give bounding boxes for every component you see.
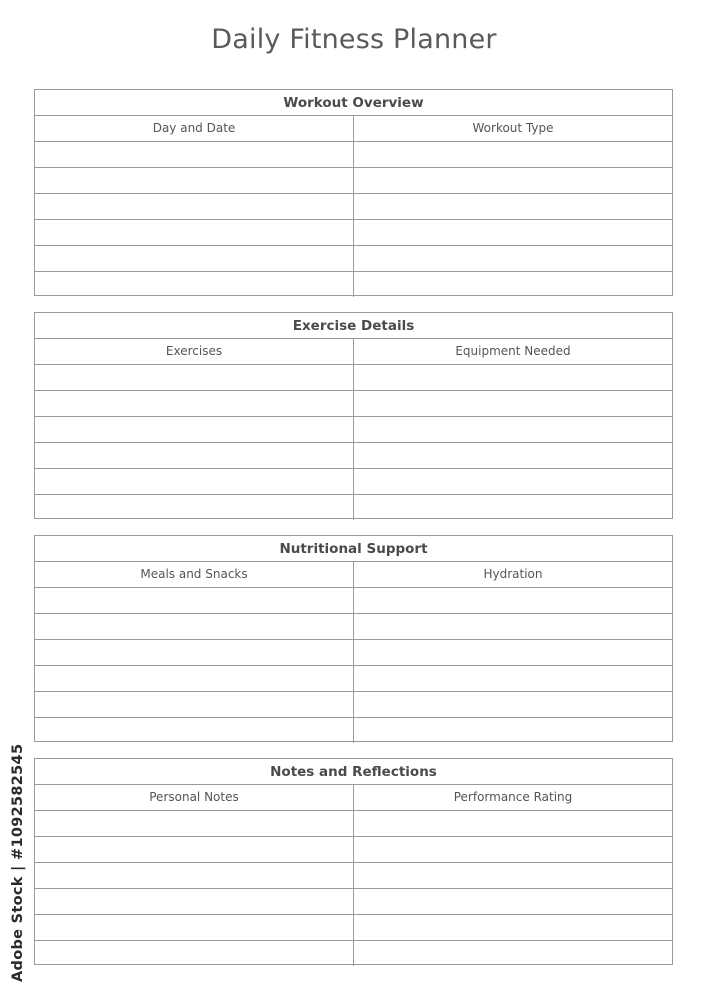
section-heading: Notes and Reflections — [35, 759, 672, 785]
blank-cell[interactable] — [35, 272, 353, 297]
blank-cell[interactable] — [353, 469, 672, 494]
blank-row — [35, 889, 672, 915]
blank-row — [35, 391, 672, 417]
column-header-row — [35, 562, 672, 588]
section-table — [35, 562, 672, 743]
blank-cell[interactable] — [353, 142, 672, 167]
column-header: Performance Rating — [353, 785, 672, 810]
blank-row — [35, 915, 672, 941]
blank-cell[interactable] — [35, 614, 353, 639]
blank-row — [35, 588, 672, 614]
blank-cell[interactable] — [35, 469, 353, 494]
section-table — [35, 339, 672, 520]
blank-cell[interactable] — [353, 863, 672, 888]
blank-cell[interactable] — [353, 692, 672, 717]
section-heading: Nutritional Support — [35, 536, 672, 562]
blank-cell[interactable] — [35, 718, 353, 743]
blank-cell[interactable] — [35, 588, 353, 613]
blank-cell[interactable] — [353, 666, 672, 691]
stock-watermark — [6, 743, 30, 982]
section-heading: Exercise Details — [35, 313, 672, 339]
section-notes-and-reflections — [34, 758, 673, 965]
blank-cell[interactable] — [35, 417, 353, 442]
blank-row — [35, 614, 672, 640]
blank-cell[interactable] — [35, 692, 353, 717]
column-header: Personal Notes — [149, 790, 239, 804]
column-header-row — [35, 116, 672, 142]
blank-cell[interactable] — [35, 941, 353, 966]
blank-row — [35, 811, 672, 837]
blank-cell[interactable] — [35, 666, 353, 691]
blank-row — [35, 495, 672, 520]
blank-cell[interactable] — [353, 837, 672, 862]
blank-cell[interactable] — [35, 443, 353, 468]
blank-cell[interactable] — [353, 220, 672, 245]
blank-cell[interactable] — [353, 614, 672, 639]
blank-cell[interactable] — [35, 811, 353, 836]
blank-cell[interactable] — [35, 837, 353, 862]
blank-row — [35, 194, 672, 220]
blank-cell[interactable] — [353, 640, 672, 665]
blank-row — [35, 246, 672, 272]
blank-cell[interactable] — [35, 220, 353, 245]
blank-row — [35, 168, 672, 194]
column-header: Workout Type — [353, 116, 672, 141]
blank-row — [35, 941, 672, 966]
blank-row — [35, 142, 672, 168]
blank-cell[interactable] — [353, 588, 672, 613]
blank-cell[interactable] — [353, 941, 672, 966]
column-header: Equipment Needed — [353, 339, 672, 364]
blank-cell[interactable] — [353, 194, 672, 219]
blank-cell[interactable] — [353, 889, 672, 914]
blank-cell[interactable] — [353, 915, 672, 940]
blank-row — [35, 469, 672, 495]
column-header: Hydration — [353, 562, 672, 587]
blank-cell[interactable] — [35, 168, 353, 193]
column-header-row — [35, 339, 672, 365]
blank-cell[interactable] — [35, 246, 353, 271]
column-header-row — [35, 785, 672, 811]
column-header: Meals and Snacks — [140, 567, 248, 581]
blank-cell[interactable] — [353, 718, 672, 743]
blank-cell[interactable] — [353, 272, 672, 297]
blank-cell[interactable] — [35, 863, 353, 888]
blank-row — [35, 692, 672, 718]
blank-row — [35, 837, 672, 863]
blank-cell[interactable] — [35, 495, 353, 520]
blank-cell[interactable] — [353, 391, 672, 416]
blank-row — [35, 863, 672, 889]
blank-cell[interactable] — [353, 365, 672, 390]
section-table — [35, 116, 672, 297]
blank-cell[interactable] — [353, 246, 672, 271]
blank-cell[interactable] — [353, 443, 672, 468]
section-heading: Workout Overview — [35, 90, 672, 116]
blank-cell[interactable] — [35, 142, 353, 167]
blank-cell[interactable] — [35, 915, 353, 940]
section-table — [35, 785, 672, 966]
blank-cell[interactable] — [35, 391, 353, 416]
blank-row — [35, 365, 672, 391]
page-title: Daily Fitness Planner — [211, 24, 497, 55]
blank-cell[interactable] — [35, 365, 353, 390]
blank-cell[interactable] — [35, 640, 353, 665]
blank-row — [35, 220, 672, 246]
blank-cell[interactable] — [353, 168, 672, 193]
blank-row — [35, 443, 672, 469]
blank-cell[interactable] — [353, 417, 672, 442]
blank-row — [35, 640, 672, 666]
blank-cell[interactable] — [35, 889, 353, 914]
blank-cell[interactable] — [35, 194, 353, 219]
blank-row — [35, 417, 672, 443]
column-header: Exercises — [165, 344, 223, 358]
section-workout-overview — [34, 89, 673, 296]
section-nutritional-support — [34, 535, 673, 742]
blank-row — [35, 272, 672, 297]
blank-cell[interactable] — [353, 495, 672, 520]
blank-row — [35, 718, 672, 743]
blank-row — [35, 666, 672, 692]
section-exercise-details — [34, 312, 673, 519]
column-header: Day and Date — [152, 121, 236, 135]
blank-cell[interactable] — [353, 811, 672, 836]
watermark-text: Adobe Stock | #1092582545 — [10, 743, 26, 982]
